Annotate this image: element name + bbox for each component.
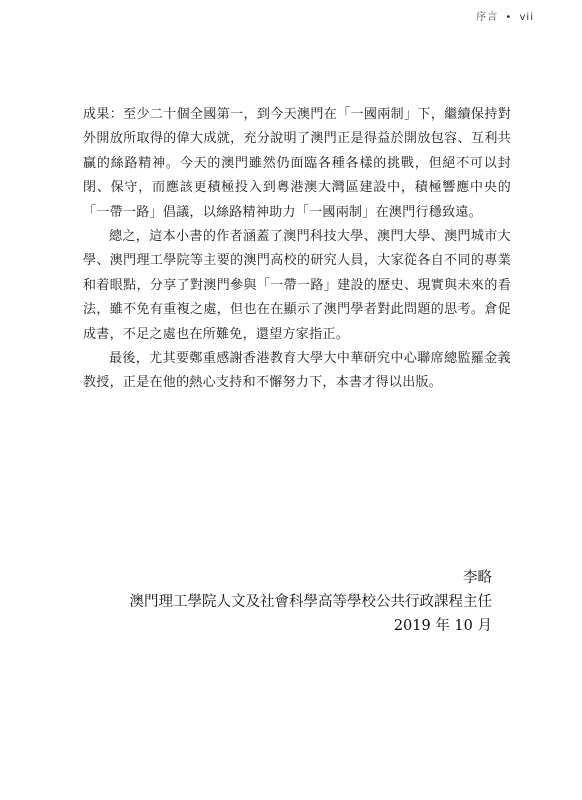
paragraph-acknowledgement: 最後，尤其要鄭重感謝香港教育大學大中華研究中心聯席總監羅金義教授，正是在他的熱心支持和不懈努力下，本書才得以出版。 bbox=[83, 351, 511, 391]
signature-title: 澳門理工學院人文及社會科學高等學校公共行政課程主任 bbox=[129, 594, 492, 610]
paragraph-summary: 總之，這本小書的作者涵蓋了澳門科技大學、澳門大學、澳門城市大學、澳門理工學院等主要的澳門高校的研究人員，大家從各自不同的專業和着眼點，分享了對澳門參與「一帶一路」建設的歷史、現實與未來的看法，雖不免有重複之處，但也在在顯示了澳門學者對此問題的思考。倉促成書，不足之處也在所難免，還望方家指正。 bbox=[83, 229, 511, 342]
header-section-title: 序言 bbox=[476, 12, 499, 23]
header-page-number: vii bbox=[519, 12, 534, 23]
signature-date: 2019 年 10 月 bbox=[393, 618, 492, 634]
body-text bbox=[83, 103, 511, 396]
signature-block bbox=[130, 566, 493, 638]
signature-author: 李略 bbox=[463, 570, 492, 586]
running-header bbox=[476, 8, 534, 23]
header-separator: • bbox=[505, 12, 513, 23]
paragraph-continuation: 成果：至少二十個全國第一，到今天澳門在「一國兩制」下，繼續保持對外開放所取得的偉大成就，充分說明了澳門正是得益於開放包容、互利共贏的絲路精神。今天的澳門雖然仍面臨各種各樣的挑戰，但絕不可以封閉、保守，而應該更積極投入到粵港澳大灣區建設中，積極響應中央的「一帶一路」倡議，以絲路精神助力「一國兩制」在澳門行穩致遠。 bbox=[83, 107, 511, 220]
